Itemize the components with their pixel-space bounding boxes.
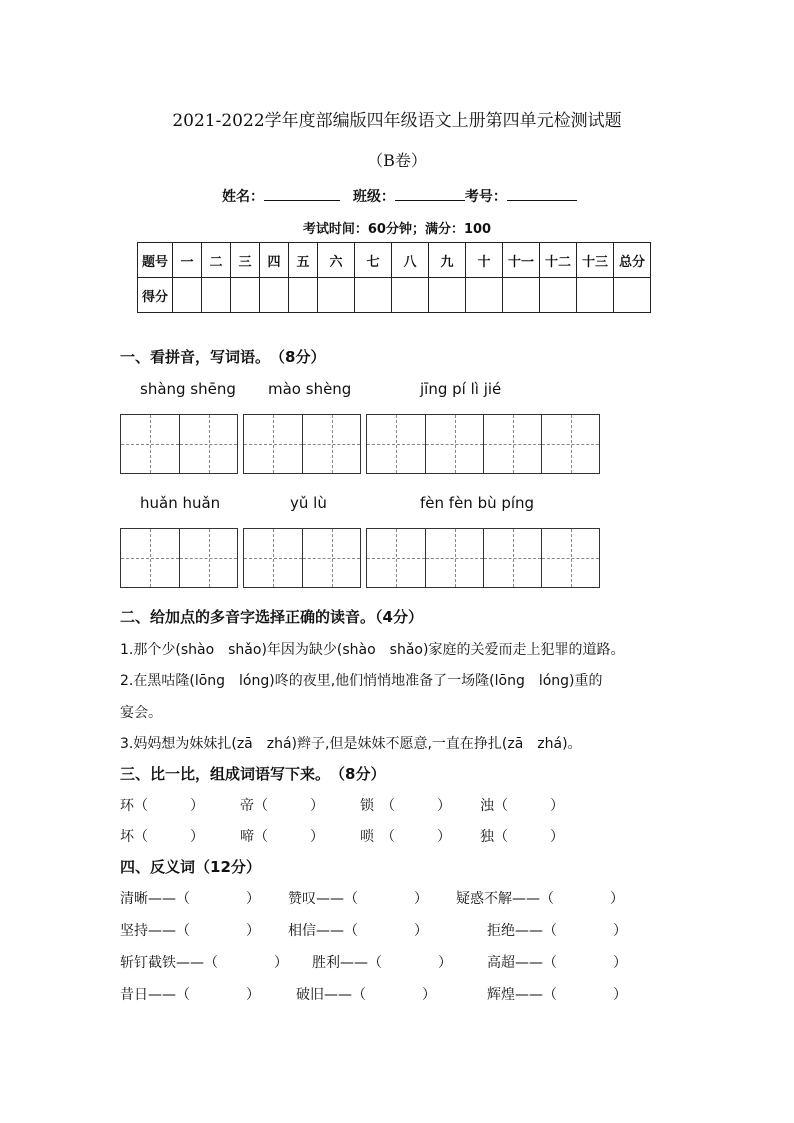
score-cell[interactable] [614, 278, 651, 313]
score-cell[interactable] [231, 278, 260, 313]
antonym-item: 昔日——（ ） [120, 987, 260, 1003]
column-2: 二 [202, 243, 231, 278]
column-3: 三 [231, 243, 260, 278]
grid-cell[interactable] [425, 529, 483, 587]
question-line: 1.那个少(shào shǎo)年因为缺少(shào shǎo)家庭的关爱而走上犯罪的道路。 [120, 642, 625, 658]
column-7: 七 [355, 243, 392, 278]
antonym-item: 斩钉截铁——（ ） [120, 955, 288, 971]
question-line: 宴会。 [120, 705, 162, 721]
score-cell[interactable] [318, 278, 355, 313]
score-cell[interactable] [466, 278, 503, 313]
exam-info: 考试时间：60分钟；满分：100 [302, 222, 492, 237]
antonym-item: 辉煌——（ ） [487, 987, 627, 1003]
pinyin-3: jīng pí lì jié [420, 380, 502, 398]
class-field[interactable] [395, 186, 465, 201]
column-8: 八 [392, 243, 429, 278]
question-line: 2.在黑咕隆(lōng lóng)咚的夜里,他们悄悄地准备了一场隆(lōng lóng)重的 [120, 673, 603, 689]
column-12: 十二 [540, 243, 577, 278]
pinyin-6: fèn fèn bù píng [420, 494, 535, 512]
question-line: 3.妈妈想为妹妹扎(zā zhá)辫子,但是妹妹不愿意,一直在挣扎(zā zhá)。 [120, 736, 582, 752]
score-cell[interactable] [429, 278, 466, 313]
grid-cell[interactable] [179, 415, 237, 473]
score-cell[interactable] [503, 278, 540, 313]
writing-grid-2[interactable] [243, 414, 361, 474]
antonym-item: 赞叹——（ ） [288, 891, 428, 907]
student-info [222, 186, 577, 206]
column-13: 十三 [577, 243, 614, 278]
page-title: 2021-2022学年度部编版四年级语文上册第四单元检测试题 [172, 111, 622, 131]
word-item: 帝（ ） [240, 798, 324, 814]
page-subtitle: （B卷） [367, 151, 427, 170]
grid-cell[interactable] [244, 529, 302, 587]
score-cell[interactable] [173, 278, 202, 313]
section-4-heading: 四、反义词（12分） [120, 858, 261, 876]
word-item: 锁 （ ） [360, 798, 451, 814]
word-item: 啼（ ） [240, 829, 324, 845]
antonym-item: 相信——（ ） [288, 923, 428, 939]
word-item: 独（ ） [480, 829, 564, 845]
column-11: 十一 [503, 243, 540, 278]
column-10: 十 [466, 243, 503, 278]
pinyin-4: huǎn huǎn [140, 494, 221, 512]
column-5: 五 [289, 243, 318, 278]
class-label: 班级： [352, 189, 395, 205]
antonym-item: 清晰——（ ） [120, 891, 260, 907]
grid-cell[interactable] [541, 529, 599, 587]
grid-cell[interactable] [244, 415, 302, 473]
pinyin-5: yǔ lù [290, 494, 327, 512]
grid-cell[interactable] [483, 415, 541, 473]
antonym-item: 胜利——（ ） [312, 955, 452, 971]
grid-cell[interactable] [179, 529, 237, 587]
grid-cell[interactable] [425, 415, 483, 473]
score-label: 得分 [138, 278, 173, 313]
name-field[interactable] [264, 186, 340, 201]
column-total: 总分 [614, 243, 651, 278]
antonym-item: 坚持——（ ） [120, 923, 260, 939]
grid-cell[interactable] [302, 529, 360, 587]
grid-cell[interactable] [367, 529, 425, 587]
score-table [137, 242, 651, 313]
word-item: 环（ ） [120, 798, 204, 814]
grid-cell[interactable] [367, 415, 425, 473]
section-3-heading: 三、比一比，组成词语写下来。 （8分） [120, 765, 386, 783]
word-item: 唢 （ ） [360, 829, 451, 845]
column-1: 一 [173, 243, 202, 278]
score-cell[interactable] [392, 278, 429, 313]
column-4: 四 [260, 243, 289, 278]
grid-cell[interactable] [121, 529, 179, 587]
score-cell[interactable] [289, 278, 318, 313]
pinyin-1: shàng shēng [140, 380, 236, 398]
word-item: 坏（ ） [120, 829, 204, 845]
section-1-heading: 一、看拼音，写词语。 （8分） [120, 348, 326, 366]
word-item: 浊（ ） [480, 798, 564, 814]
score-table-header-row [138, 243, 651, 278]
column-6: 六 [318, 243, 355, 278]
column-9: 九 [429, 243, 466, 278]
antonym-item: 破旧——（ ） [296, 987, 436, 1003]
antonym-item: 疑惑不解——（ ） [456, 891, 624, 907]
number-label: 考号： [464, 189, 507, 205]
grid-cell[interactable] [121, 415, 179, 473]
score-cell[interactable] [202, 278, 231, 313]
writing-grid-1[interactable] [120, 414, 238, 474]
writing-grid-3[interactable] [366, 414, 600, 474]
grid-cell[interactable] [483, 529, 541, 587]
writing-grid-5[interactable] [243, 528, 361, 588]
writing-grid-6[interactable] [366, 528, 600, 588]
score-table-score-row [138, 278, 651, 313]
pinyin-2: mào shèng [268, 380, 352, 398]
score-cell[interactable] [355, 278, 392, 313]
antonym-item: 拒绝——（ ） [487, 923, 627, 939]
score-cell[interactable] [540, 278, 577, 313]
grid-cell[interactable] [541, 415, 599, 473]
writing-grid-4[interactable] [120, 528, 238, 588]
grid-cell[interactable] [302, 415, 360, 473]
antonym-item: 高超——（ ） [487, 955, 627, 971]
number-field[interactable] [507, 186, 577, 201]
section-2-heading: 二、给加点的多音字选择正确的读音。（4分） [120, 608, 423, 626]
score-cell[interactable] [577, 278, 614, 313]
name-label: 姓名： [222, 189, 264, 205]
score-cell[interactable] [260, 278, 289, 313]
header-label: 题号 [138, 243, 173, 278]
